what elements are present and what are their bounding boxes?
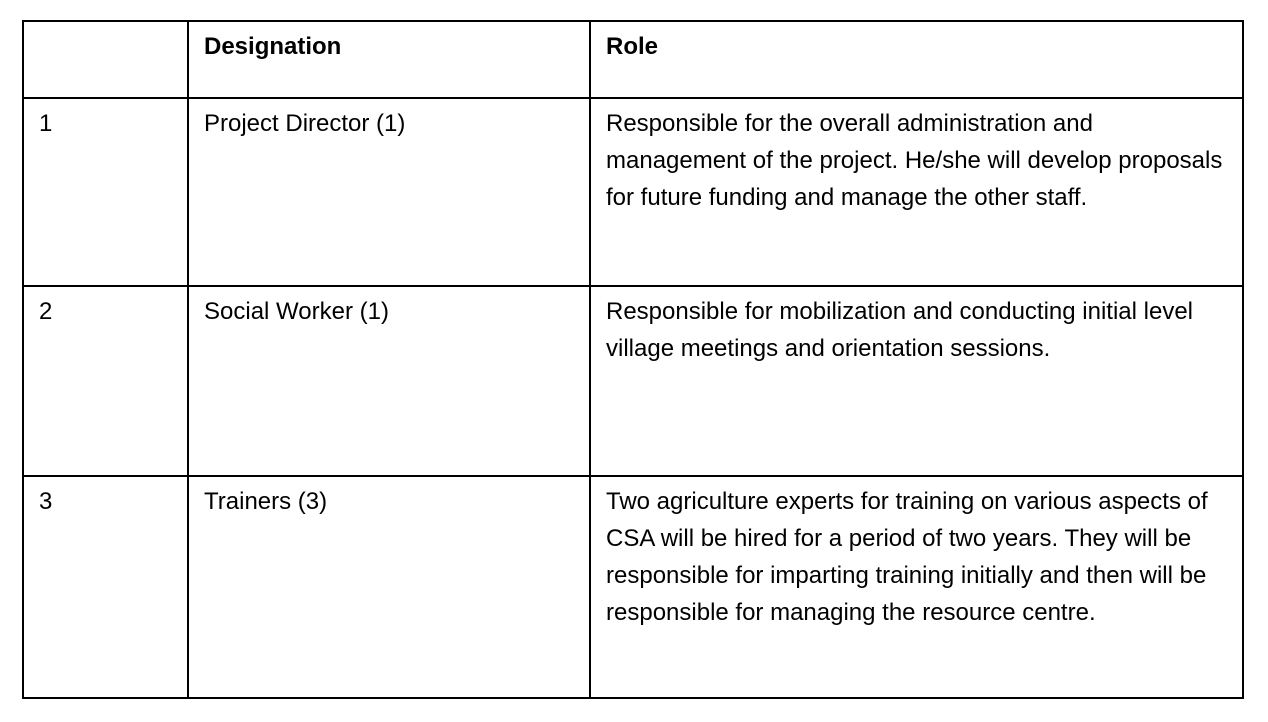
row-number: 2 — [23, 286, 188, 476]
row-role: Two agriculture experts for training on various aspects of CSA will be hired for a period of two years. They will be responsible for imparting training initially and then will be responsible for managing the resource centre. — [590, 476, 1243, 698]
row-role: Responsible for the overall administration and management of the project. He/she will develop proposals for future funding and manage the other staff. — [590, 98, 1243, 286]
row-role: Responsible for mobilization and conducting initial level village meetings and orientation sessions. — [590, 286, 1243, 476]
header-role: Role — [590, 21, 1243, 98]
table-row — [23, 286, 1243, 476]
table-row — [23, 476, 1243, 698]
row-designation: Social Worker (1) — [188, 286, 590, 476]
staff-roles-table — [22, 20, 1244, 699]
row-designation: Trainers (3) — [188, 476, 590, 698]
row-number: 1 — [23, 98, 188, 286]
row-number: 3 — [23, 476, 188, 698]
header-number — [23, 21, 188, 98]
table-header-row — [23, 21, 1243, 98]
table-row — [23, 98, 1243, 286]
row-designation: Project Director (1) — [188, 98, 590, 286]
header-designation: Designation — [188, 21, 590, 98]
